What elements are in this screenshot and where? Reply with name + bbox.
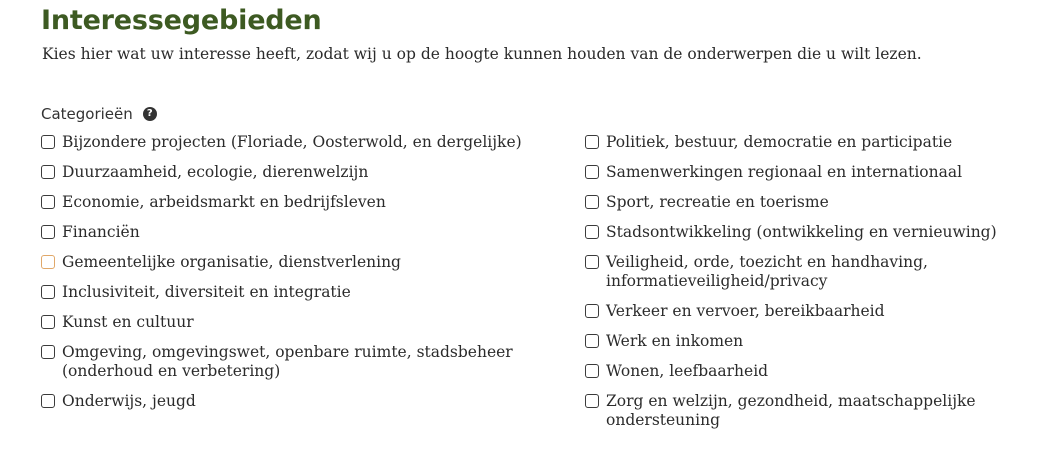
category-label: Inclusiviteit, diversiteit en integratie: [62, 283, 351, 301]
checkbox[interactable]: [585, 225, 599, 239]
page-subtitle: Kies hier wat uw interesse heeft, zodat wij u op de hoogte kunnen houden van de onderwerpen die u wilt lezen.: [42, 45, 922, 63]
category-label: Samenwerkingen regionaal en internationaal: [606, 163, 963, 181]
category-label: Sport, recreatie en toerisme: [606, 193, 829, 211]
category-option[interactable]: [585, 163, 1045, 182]
checkbox[interactable]: [41, 345, 55, 359]
category-label: Gemeentelijke organisatie, dienstverlening: [62, 253, 401, 271]
category-option[interactable]: [585, 362, 1045, 381]
category-label: Wonen, leefbaarheid: [606, 362, 769, 380]
checkbox-focused[interactable]: [41, 255, 55, 269]
category-label: Werk en inkomen: [606, 332, 744, 350]
category-label: Stadsontwikkeling (ontwikkeling en vernieuwing): [606, 223, 997, 241]
category-option[interactable]: [41, 163, 561, 182]
category-option[interactable]: [585, 332, 1045, 351]
categories-label: Categorieën: [41, 105, 133, 123]
category-option[interactable]: [41, 133, 561, 152]
category-label: Veiligheid, orde, toezicht en handhaving, informatieveiligheid/privacy: [606, 253, 928, 290]
category-label: Onderwijs, jeugd: [62, 392, 196, 410]
category-option[interactable]: [585, 133, 1045, 152]
category-option[interactable]: [585, 223, 1045, 242]
category-option[interactable]: [41, 343, 561, 381]
checkbox[interactable]: [41, 315, 55, 329]
checkbox[interactable]: [585, 334, 599, 348]
category-option[interactable]: [41, 313, 561, 332]
category-option[interactable]: [41, 193, 561, 212]
checkbox[interactable]: [41, 165, 55, 179]
checkbox[interactable]: [585, 195, 599, 209]
category-option[interactable]: [41, 223, 561, 242]
category-option[interactable]: [41, 392, 561, 411]
category-label: Financiën: [62, 223, 140, 241]
checkbox[interactable]: [585, 394, 599, 408]
checkbox[interactable]: [41, 195, 55, 209]
category-label: Politiek, bestuur, democratie en participatie: [606, 133, 953, 151]
category-option[interactable]: [41, 253, 561, 272]
checkbox[interactable]: [41, 394, 55, 408]
category-option[interactable]: [585, 253, 1045, 291]
checkbox[interactable]: [41, 285, 55, 299]
page-title: Interessegebieden: [41, 5, 322, 36]
checkbox[interactable]: [585, 165, 599, 179]
checkbox[interactable]: [585, 304, 599, 318]
category-label: Zorg en welzijn, gezondheid, maatschappelijke ondersteuning: [606, 392, 976, 429]
help-icon[interactable]: ?: [143, 107, 157, 121]
categories-right-column: [585, 133, 1045, 441]
checkbox[interactable]: [585, 364, 599, 378]
category-option[interactable]: [41, 283, 561, 302]
category-option[interactable]: [585, 302, 1045, 321]
category-label: Omgeving, omgevingswet, openbare ruimte, stadsbeheer (onderhoud en verbetering): [62, 343, 513, 380]
checkbox[interactable]: [41, 135, 55, 149]
category-label: Bijzondere projecten (Floriade, Oosterwold, en dergelijke): [62, 133, 522, 151]
checkbox[interactable]: [585, 135, 599, 149]
categories-heading: [41, 105, 157, 123]
checkbox[interactable]: [41, 225, 55, 239]
category-label: Verkeer en vervoer, bereikbaarheid: [606, 302, 885, 320]
category-label: Duurzaamheid, ecologie, dierenwelzijn: [62, 163, 369, 181]
categories-left-column: [41, 133, 561, 422]
checkbox[interactable]: [585, 255, 599, 269]
category-label: Economie, arbeidsmarkt en bedrijfsleven: [62, 193, 386, 211]
category-option[interactable]: [585, 193, 1045, 212]
category-label: Kunst en cultuur: [62, 313, 194, 331]
category-option[interactable]: [585, 392, 1045, 430]
